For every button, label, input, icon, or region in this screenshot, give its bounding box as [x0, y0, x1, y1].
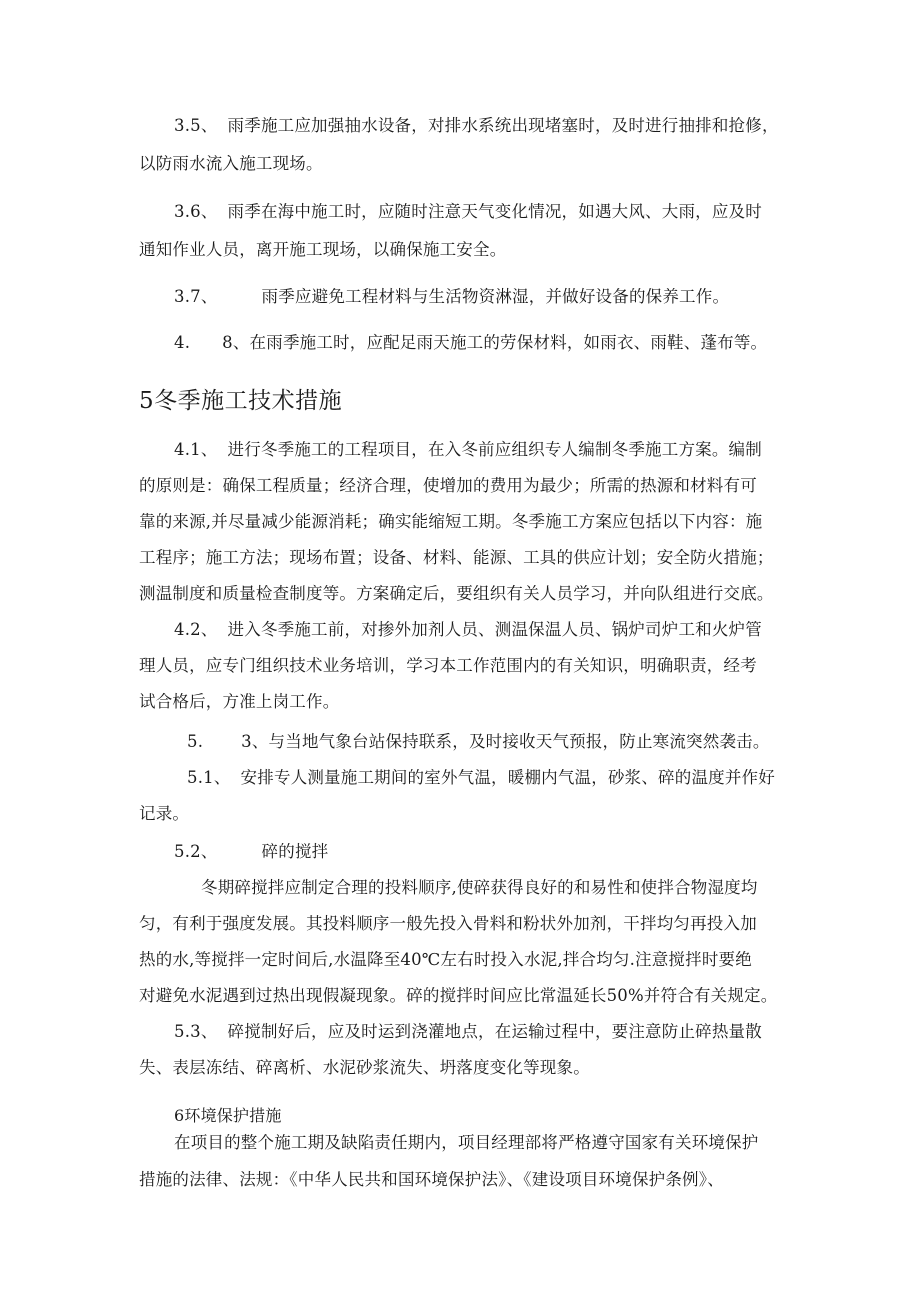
paragraph-4-2-line-1 [174, 620, 762, 640]
paragraph-4-2-number: 4.2、 [174, 620, 218, 639]
paragraph-5-3 [187, 732, 770, 752]
paragraph-4-1-line-5: 测温制度和质量检查制度等。方案确定后，要组织有关人员学习，并向队组进行交底。 [139, 584, 774, 603]
paragraph-3-7-text: 雨季应避免工程材料与生活物资淋湿，并做好设备的保养工作。 [261, 287, 730, 306]
paragraph-5-2-number: 5.2、 [174, 842, 218, 861]
paragraph-4-1-line-1 [174, 440, 762, 460]
paragraph-3-6-line-1 [174, 202, 762, 222]
paragraph-4-2-line-3: 试合格后，方准上岗工作。 [139, 692, 340, 711]
paragraph-4-2-line-2: 理人员，应专门组织技术业务培训，学习本工作范围内的有关知识，明确职责，经考 [139, 656, 757, 675]
paragraph-3-7-number: 3.7、 [174, 287, 218, 306]
paragraph-5-1-line-1 [187, 768, 775, 788]
paragraph-4-1-line-2: 的原则是：确保工程质量；经济合理，使增加的费用为最少；所需的热源和材料有可 [139, 476, 757, 495]
paragraph-4-1-number: 4.1、 [174, 440, 218, 459]
paragraph-3-6-line-2: 通知作业人员，离开施工现场，以确保施工安全。 [139, 240, 507, 259]
section-heading-6: 6环境保护措施 [174, 1106, 282, 1125]
paragraph-3-6-number: 3.6、 [174, 202, 218, 221]
paragraph-4-2-text-1: 进入冬季施工前，对掺外加剂人员、测温保温人员、锅炉司炉工和火炉管 [227, 620, 762, 639]
paragraph-4-1-line-3: 靠的来源,并尽量减少能源消耗；确实能缩短工期。冬季施工方案应包括以下内容：施 [139, 512, 763, 531]
paragraph-5-2-text: 碎的搅拌 [261, 842, 329, 861]
paragraph-3-6-text-1: 雨季在海中施工时，应随时注意天气变化情况，如遇大风、大雨，应及时 [227, 202, 762, 221]
paragraph-5-2-body-line-1: 冬期碎搅拌应制定合理的投料顺序,使碎获得良好的和易性和使拌合物湿度均 [201, 878, 758, 897]
paragraph-5-2 [174, 842, 328, 862]
paragraph-5-3-text-1: 碎搅制好后，应及时运到浇灌地点，在运输过程中，要注意防止碎热量散 [227, 1022, 762, 1041]
paragraph-5-2-body-line-2: 匀，有利于强度发展。其投料顺序一般先投入骨料和粉状外加剂，干拌均匀再投入加 [139, 914, 757, 933]
paragraph-4-1-line-4: 工程序；施工方法；现场布置；设备、材料、能源、工具的供应计划；安全防火措施； [139, 548, 774, 567]
paragraph-5-text: 3、与当地气象台站保持联系，及时接收天气预报，防止寒流突然袭击。 [241, 732, 770, 751]
paragraph-3-7 [174, 287, 729, 307]
paragraph-4-8 [174, 333, 767, 353]
paragraph-5-1-number: 5.1、 [187, 768, 231, 787]
paragraph-4-1-text-1: 进行冬季施工的工程项目，在入冬前应组织专人编制冬季施工方案。编制 [227, 440, 762, 459]
paragraph-4-number: 4. [174, 333, 191, 352]
paragraph-6-line-1: 在项目的整个施工期及缺陷责任期内，项目经理部将严格遵守国家有关环境保护 [174, 1133, 759, 1152]
paragraph-5-2-body-line-4: 对避免水泥遇到过热出现假凝现象。碎的搅拌时间应比常温延长50%并符合有关规定。 [139, 986, 778, 1005]
paragraph-5-1-line-2: 记录。 [139, 804, 190, 823]
paragraph-5-1-text-1: 安排专人测量施工期间的室外气温，暖棚内气温，砂浆、碎的温度并作好 [240, 768, 775, 787]
paragraph-5-2-body-line-3: 热的水,等搅拌一定时间后,水温降至40℃左右时投入水泥,拌合均匀.注意搅拌时要绝 [139, 950, 752, 969]
paragraph-3-5-number: 3.5、 [174, 116, 218, 135]
paragraph-5-3-number: 5.3、 [174, 1022, 218, 1041]
paragraph-6-line-2: 措施的法律、法规：《中华人民共和国环境保护法》、《建设项目环境保护条例》、 [139, 1170, 724, 1189]
paragraph-5-3-line-2: 失、表层冻结、碎离析、水泥砂浆流失、坍落度变化等现象。 [139, 1058, 590, 1077]
paragraph-3-5-line-1 [174, 116, 779, 136]
paragraph-4-text: 8、在雨季施工时，应配足雨天施工的劳保材料，如雨衣、雨鞋、蓬布等。 [222, 333, 768, 352]
paragraph-5-number: 5. [187, 732, 204, 751]
paragraph-5-3-line-1 [174, 1022, 762, 1042]
paragraph-3-5-text-1: 雨季施工应加强抽水设备，对排水系统出现堵塞时，及时进行抽排和抢修， [227, 116, 779, 135]
section-heading-5: 5冬季施工技术措施 [139, 388, 343, 414]
paragraph-3-5-line-2: 以防雨水流入施工现场。 [139, 154, 323, 173]
